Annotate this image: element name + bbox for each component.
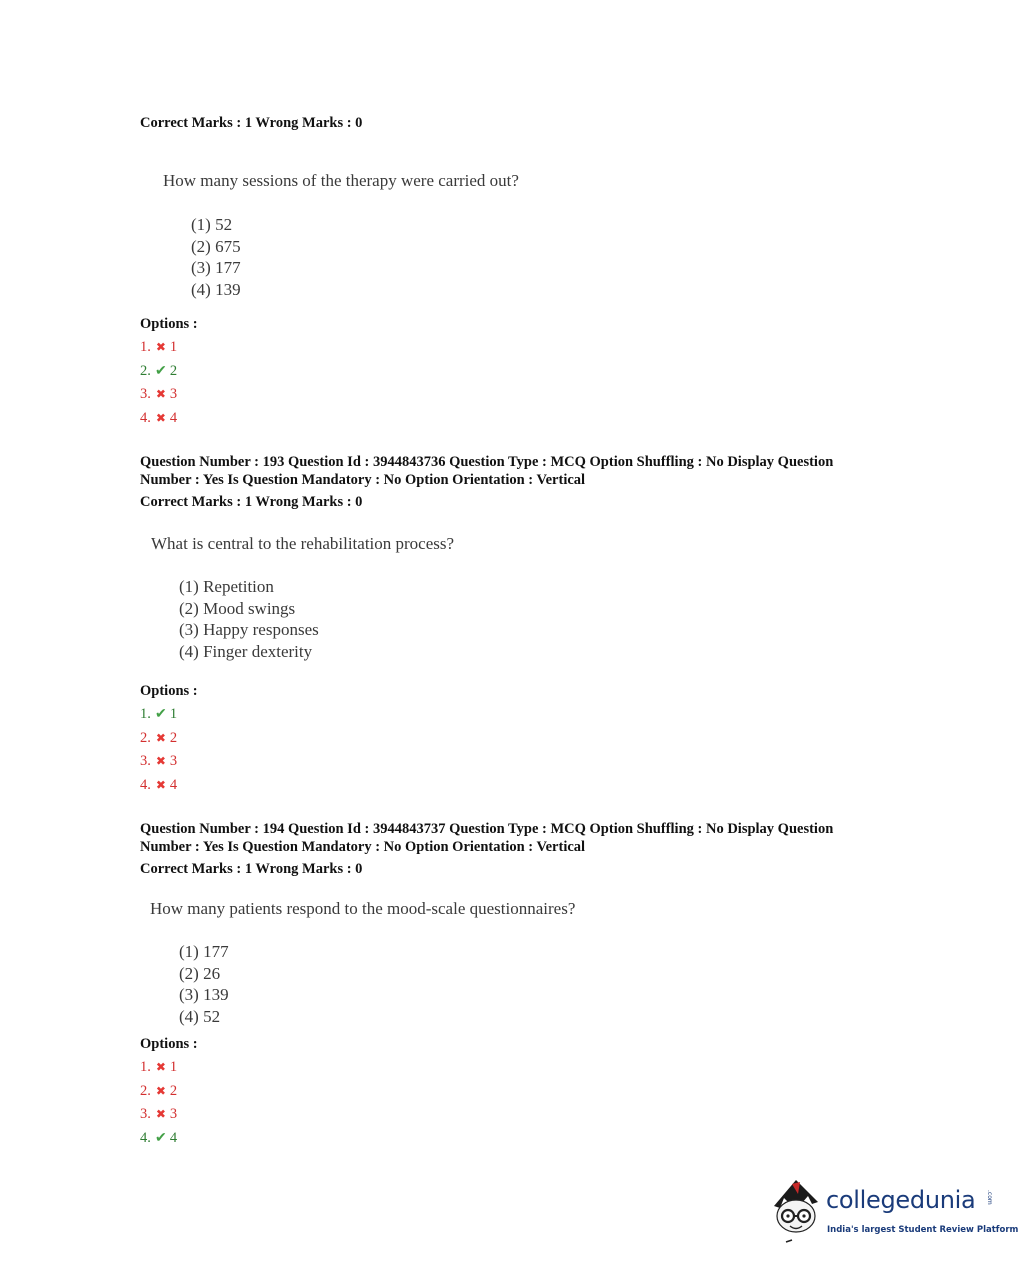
q192-options-list	[140, 336, 177, 430]
option-value: 1	[169, 706, 178, 722]
q193-header-line1: Question Number : 193 Question Id : 3944843736 Question Type : MCQ Option Shuffling : No Display Question	[140, 454, 834, 470]
option-value: 1	[169, 1059, 178, 1075]
choice-item: (1) Repetition	[179, 577, 274, 596]
option-number: 4.	[140, 1129, 151, 1146]
option-number: 3.	[140, 753, 151, 770]
q194-marks: Correct Marks : 1 Wrong Marks : 0	[140, 861, 363, 877]
check-icon: ✔	[155, 1130, 167, 1146]
option-value: 2	[169, 729, 178, 746]
option-value: 3	[169, 1106, 178, 1123]
q192-marks: Correct Marks : 1 Wrong Marks : 0	[140, 115, 363, 131]
q193-header-line2: Number : Yes Is Question Mandatory : No Option Orientation : Vertical	[140, 472, 586, 488]
q194-options-label: Options :	[140, 1036, 198, 1052]
cross-icon: ✖	[155, 387, 166, 402]
option-row	[140, 407, 177, 431]
choice-item: (4) 52	[179, 1007, 221, 1027]
option-value: 4	[169, 409, 178, 426]
choice-item: (4) 139	[191, 280, 241, 300]
q193-choices	[179, 576, 319, 663]
cross-icon: ✖	[155, 1107, 166, 1122]
option-number: 1.	[140, 706, 151, 722]
logo-dotcom: .com	[986, 1190, 993, 1205]
option-row	[140, 1103, 177, 1127]
choice-item: (2) 26	[179, 963, 221, 983]
option-value: 2	[169, 362, 178, 379]
option-row	[140, 336, 177, 360]
choice-item: (1) 52	[191, 215, 233, 234]
q193-marks: Correct Marks : 1 Wrong Marks : 0	[140, 494, 363, 510]
option-value: 1	[169, 339, 178, 355]
option-number: 3.	[140, 1106, 151, 1123]
q194-question-text: How many patients respond to the mood-scale questionnaires?	[150, 899, 576, 918]
option-number: 1.	[140, 1059, 151, 1075]
q193-header	[140, 453, 940, 489]
cross-icon: ✖	[155, 1083, 166, 1098]
choice-item: (3) Happy responses	[179, 620, 319, 640]
option-row	[140, 383, 177, 407]
option-row	[140, 750, 177, 774]
check-icon: ✔	[155, 707, 167, 722]
q192-question-text: How many sessions of the therapy were carried out?	[163, 171, 519, 190]
option-value: 3	[169, 753, 178, 770]
option-row	[140, 1080, 177, 1104]
option-value: 3	[169, 386, 178, 403]
option-row	[140, 774, 177, 798]
q193-options-label: Options :	[140, 683, 198, 699]
logo-tagline: India's largest Student Review Platform	[827, 1225, 1019, 1235]
choice-item: (1) 177	[179, 942, 229, 961]
q194-header	[140, 820, 940, 856]
cross-icon: ✖	[155, 777, 166, 792]
cross-icon: ✖	[155, 340, 166, 354]
choice-item: (3) 139	[179, 985, 229, 1005]
q194-options-list	[140, 1056, 177, 1150]
choice-item: (4) Finger dexterity	[179, 642, 313, 662]
option-row	[140, 1056, 177, 1080]
option-value: 4	[169, 776, 178, 793]
option-number: 1.	[140, 339, 151, 355]
logo-wordmark: collegedunia	[826, 1186, 976, 1214]
check-icon: ✔	[155, 363, 167, 379]
q192-options-label: Options :	[140, 316, 198, 332]
option-row	[140, 360, 177, 384]
option-value: 4	[169, 1129, 178, 1146]
q194-header-line2: Number : Yes Is Question Mandatory : No Option Orientation : Vertical	[140, 839, 586, 855]
option-number: 4.	[140, 409, 151, 426]
option-value: 2	[169, 1082, 178, 1099]
mascot-icon	[766, 1176, 826, 1248]
choice-item: (2) 675	[191, 236, 241, 256]
q194-header-line1: Question Number : 194 Question Id : 3944843737 Question Type : MCQ Option Shuffling : No Display Question	[140, 821, 834, 837]
option-number: 4.	[140, 776, 151, 793]
cross-icon: ✖	[155, 754, 166, 769]
q192-choices	[191, 214, 241, 301]
option-number: 2.	[140, 1082, 151, 1099]
choice-item: (3) 177	[191, 258, 241, 278]
q193-question-text: What is central to the rehabilitation process?	[151, 534, 455, 553]
cross-icon: ✖	[155, 1060, 166, 1074]
q193-options-list	[140, 703, 177, 797]
option-number: 2.	[140, 729, 151, 746]
collegedunia-logo	[766, 1176, 1019, 1248]
cross-icon: ✖	[155, 730, 166, 745]
option-row	[140, 1127, 177, 1151]
option-number: 3.	[140, 386, 151, 403]
option-number: 2.	[140, 362, 151, 379]
option-row	[140, 727, 177, 751]
option-row	[140, 703, 177, 727]
cross-icon: ✖	[155, 410, 166, 425]
q194-choices	[179, 941, 229, 1028]
choice-item: (2) Mood swings	[179, 598, 296, 618]
